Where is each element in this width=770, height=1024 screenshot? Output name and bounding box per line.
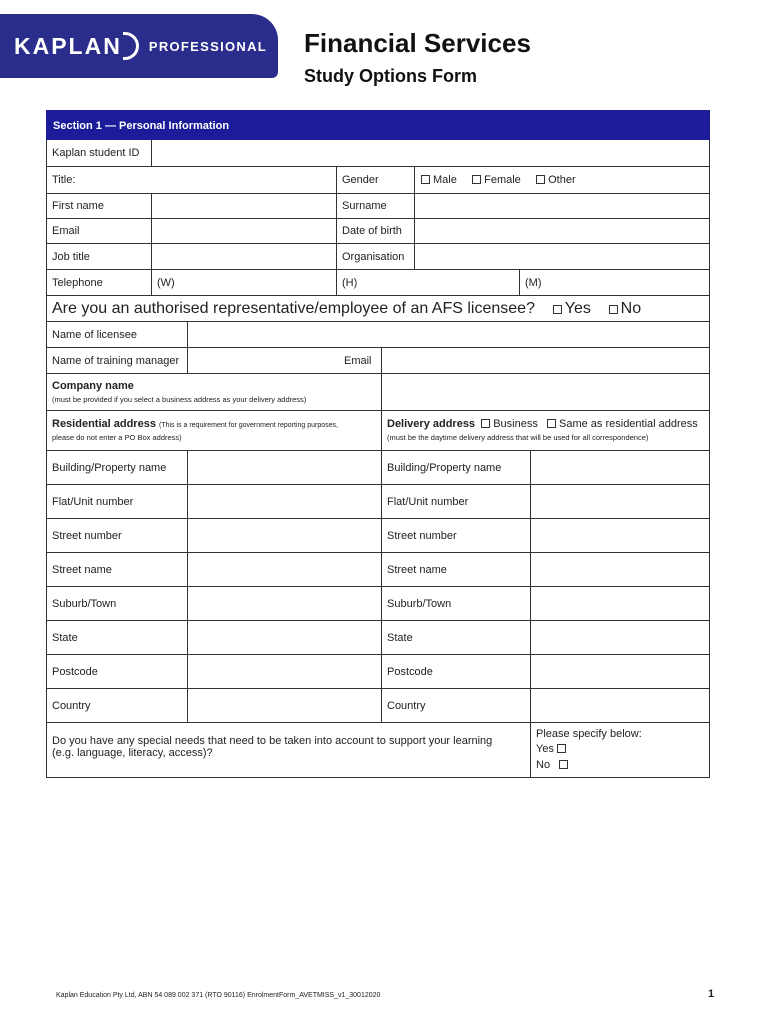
del-state-field[interactable] xyxy=(530,621,709,654)
res-postcode-label: Postcode xyxy=(52,665,98,678)
res-state-label: State xyxy=(52,631,78,644)
title-gender-row xyxy=(46,167,710,194)
gender-other-option[interactable]: Other xyxy=(536,174,576,186)
job-title-field[interactable] xyxy=(151,244,336,269)
afs-yes-checkbox[interactable] xyxy=(553,305,562,314)
title-label: Title: xyxy=(52,174,76,186)
dob-label: Date of birth xyxy=(342,225,402,237)
page-subtitle: Study Options Form xyxy=(304,66,477,86)
del-state-label: State xyxy=(387,631,413,644)
phone-home-label: (H) xyxy=(342,276,358,289)
res-suburb-field[interactable] xyxy=(187,587,381,620)
afs-no-option[interactable]: No xyxy=(609,300,641,317)
address-row-state xyxy=(46,621,710,655)
email-field[interactable] xyxy=(151,219,336,243)
licensee-field[interactable] xyxy=(187,322,709,347)
title-field[interactable] xyxy=(47,167,336,193)
delivery-business-checkbox[interactable] xyxy=(481,419,490,428)
organisation-label: Organisation xyxy=(342,250,405,263)
study-options-form xyxy=(46,110,710,778)
address-row-street-name xyxy=(46,553,710,587)
address-row-flat xyxy=(46,485,710,519)
afs-no-checkbox[interactable] xyxy=(609,305,618,314)
company-name-field[interactable] xyxy=(381,374,709,410)
afs-question: Are you an authorised representative/employee of an AFS licensee? xyxy=(52,299,535,317)
special-no-option[interactable]: No xyxy=(536,759,571,771)
email-label: Email xyxy=(52,225,80,237)
del-street-name-label: Street name xyxy=(387,563,447,576)
specify-label: Please specify below: xyxy=(536,728,642,740)
delivery-note: (must be the daytime delivery address that will be used for all correspondence) xyxy=(387,433,649,442)
page-number: 1 xyxy=(708,988,715,1000)
res-street-name-field[interactable] xyxy=(187,553,381,586)
manager-email-label: Email xyxy=(344,354,372,367)
job-org-row xyxy=(46,244,710,270)
phone-mobile-label: (M) xyxy=(525,276,542,289)
other-checkbox[interactable] xyxy=(536,175,545,184)
del-postcode-label: Postcode xyxy=(387,665,433,678)
address-row-building xyxy=(46,451,710,485)
address-row-country xyxy=(46,689,710,723)
special-yes-option[interactable]: Yes xyxy=(536,743,569,755)
res-street-number-label: Street number xyxy=(52,529,122,542)
first-name-label: First name xyxy=(52,200,104,212)
job-title-label: Job title xyxy=(52,250,90,263)
licensee-row xyxy=(46,322,710,348)
male-checkbox[interactable] xyxy=(421,175,430,184)
res-state-field[interactable] xyxy=(187,621,381,654)
res-suburb-label: Suburb/Town xyxy=(52,597,117,610)
surname-field[interactable] xyxy=(414,194,709,218)
res-flat-field[interactable] xyxy=(187,485,381,518)
res-country-field[interactable] xyxy=(187,689,381,722)
del-suburb-field[interactable] xyxy=(530,587,709,620)
afs-yes-option[interactable]: Yes xyxy=(553,300,591,317)
special-needs-question-line1: Do you have any special needs that need to be taken into account to support your learning xyxy=(52,735,493,747)
delivery-title: Delivery address xyxy=(387,418,476,430)
female-checkbox[interactable] xyxy=(472,175,481,184)
section-heading: Section 1 — Personal Information xyxy=(53,120,230,132)
afs-row xyxy=(46,296,710,322)
special-needs-row xyxy=(46,723,710,778)
address-row-postcode xyxy=(46,655,710,689)
company-name-label: Company name xyxy=(52,380,134,392)
gender-label: Gender xyxy=(342,174,379,186)
del-suburb-label: Suburb/Town xyxy=(387,597,452,610)
res-street-number-field[interactable] xyxy=(187,519,381,552)
delivery-business-option[interactable]: Business xyxy=(481,418,538,430)
telephone-row xyxy=(46,270,710,296)
special-needs-question-line2: (e.g. language, literacy, access)? xyxy=(52,747,213,759)
special-yes-checkbox[interactable] xyxy=(557,744,566,753)
address-heading-row xyxy=(46,411,710,451)
del-country-label: Country xyxy=(387,699,426,712)
del-street-number-field[interactable] xyxy=(530,519,709,552)
kaplan-logo xyxy=(0,14,278,78)
del-street-number-label: Street number xyxy=(387,529,457,542)
logo-professional-text: PROFESSIONAL xyxy=(148,38,268,54)
training-manager-label: Name of training manager xyxy=(52,354,180,367)
del-building-field[interactable] xyxy=(530,451,709,484)
residential-note-2: please do not enter a PO Box address) xyxy=(52,433,182,442)
gender-female-option[interactable]: Female xyxy=(472,174,521,186)
del-flat-field[interactable] xyxy=(530,485,709,518)
email-dob-row xyxy=(46,219,710,244)
del-building-label: Building/Property name xyxy=(387,461,502,474)
del-street-name-field[interactable] xyxy=(530,553,709,586)
logo-kaplan-text: KAPLAN xyxy=(14,32,122,59)
delivery-same-option[interactable]: Same as residential address xyxy=(547,418,698,430)
licensee-label: Name of licensee xyxy=(52,328,137,341)
student-id-row xyxy=(46,140,710,167)
name-row xyxy=(46,194,710,219)
student-id-label: Kaplan student ID xyxy=(52,147,140,159)
company-name-note: (must be provided if you select a business address as your delivery address) xyxy=(52,395,307,404)
phone-work-field[interactable] xyxy=(151,270,336,295)
residential-title: Residential address xyxy=(52,418,156,430)
res-building-field[interactable] xyxy=(187,451,381,484)
gender-male-option[interactable]: Male xyxy=(421,174,457,186)
delivery-same-checkbox[interactable] xyxy=(547,419,556,428)
phone-home-field[interactable] xyxy=(336,270,519,295)
del-flat-label: Flat/Unit number xyxy=(387,495,469,508)
manager-email-field[interactable] xyxy=(381,348,709,373)
section-header xyxy=(46,110,710,140)
footer-text: Kaplan Education Pty Ltd, ABN 54 089 002 371 (RTO 90116) EnrolmentForm_AVETMISS_v1_30012020 xyxy=(56,992,381,999)
dob-field[interactable] xyxy=(414,219,709,243)
first-name-field[interactable] xyxy=(151,194,336,218)
res-flat-label: Flat/Unit number xyxy=(52,495,134,508)
residential-note-1: (This is a requirement for government reporting purposes, xyxy=(159,422,338,429)
page-title: Financial Services xyxy=(304,28,531,58)
student-id-field[interactable] xyxy=(151,140,709,166)
res-building-label: Building/Property name xyxy=(52,461,167,474)
del-country-field[interactable] xyxy=(530,689,709,722)
surname-label: Surname xyxy=(342,200,387,212)
res-country-label: Country xyxy=(52,699,91,712)
special-no-checkbox[interactable] xyxy=(559,760,568,769)
address-row-street-number xyxy=(46,519,710,553)
phone-mobile-field[interactable] xyxy=(519,270,709,295)
res-postcode-field[interactable] xyxy=(187,655,381,688)
logo-arc-icon xyxy=(123,32,139,60)
telephone-label: Telephone xyxy=(52,276,103,289)
company-name-row xyxy=(46,374,710,411)
del-postcode-field[interactable] xyxy=(530,655,709,688)
res-street-name-label: Street name xyxy=(52,563,112,576)
organisation-field[interactable] xyxy=(414,244,709,269)
training-manager-field[interactable] xyxy=(187,348,336,373)
training-manager-row xyxy=(46,348,710,374)
address-row-suburb xyxy=(46,587,710,621)
phone-work-label: (W) xyxy=(157,276,175,289)
